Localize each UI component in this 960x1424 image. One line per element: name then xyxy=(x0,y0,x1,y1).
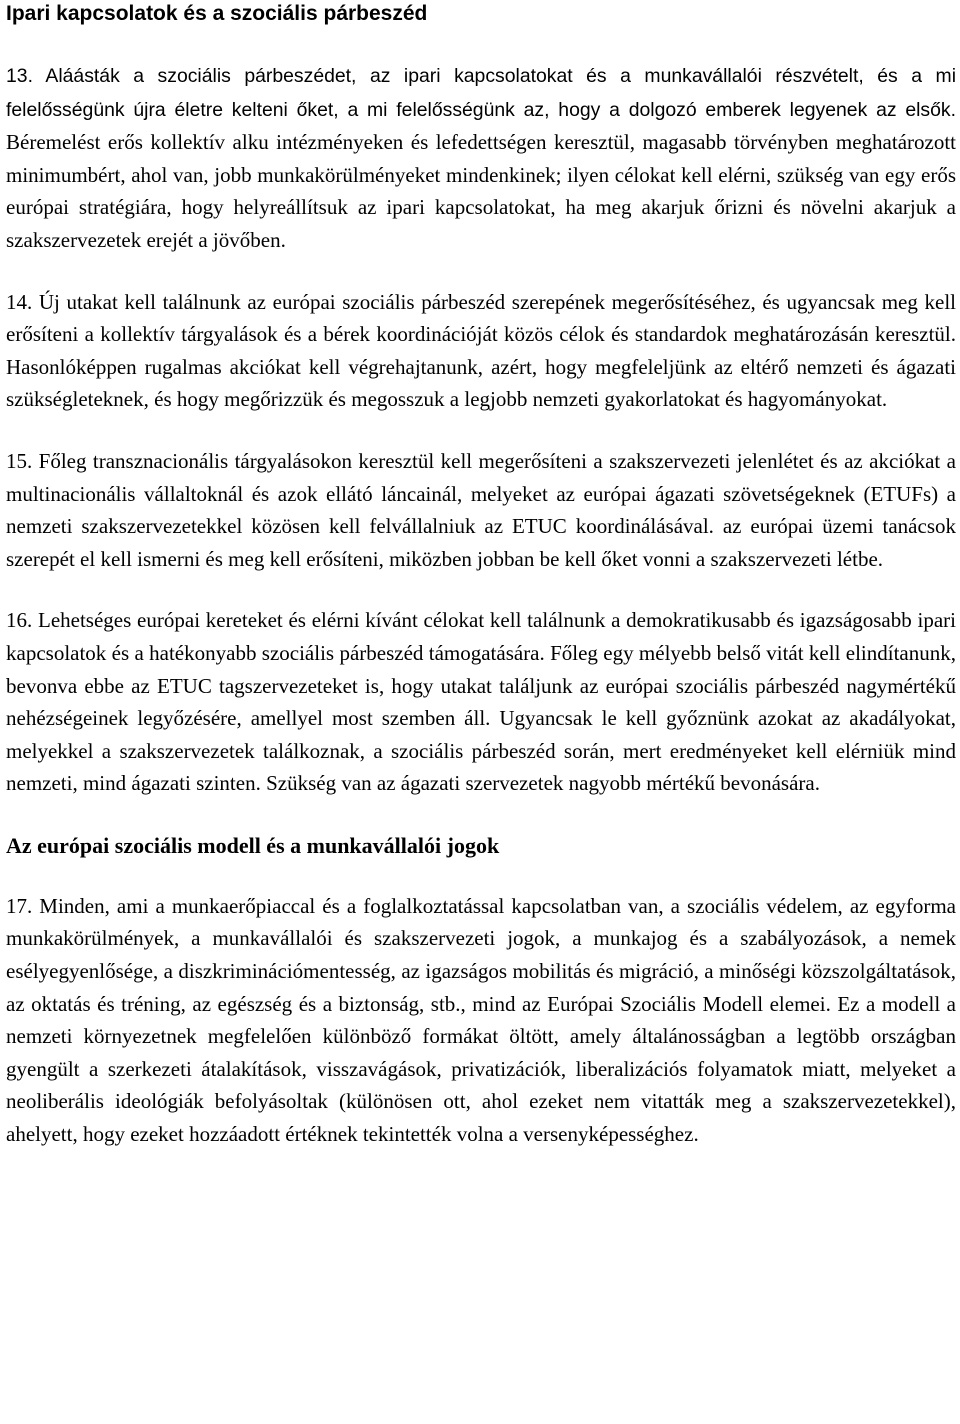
document-page xyxy=(6,0,956,1151)
paragraph-13-part2: Béremelést erős kollektív alku intézményeken és lefedettségen keresztül, magasabb törvényben meghatározott minimumbért, ahol van, jobb munkakörülményeket mindenkinek; ilyen célokat kell elérni, szükség van egy erős európai stratégiára, hogy helyreállítsuk az ipari kapcsolatokat, ha meg akarjuk őrizni és növelni akarjuk a szakszervezetek erejét a jövőben. xyxy=(6,130,956,252)
paragraph-13 xyxy=(6,59,956,257)
section-heading-industrial-relations: Ipari kapcsolatok és a szociális párbeszéd xyxy=(6,2,428,25)
paragraph-14: 14. Új utakat kell találnunk az európai szociális párbeszéd szerepének megerősítéséhez, és ugyancsak meg kell erősíteni a kollektív tárgyalások és a bérek koordinációját közös célok és standardok meghatározásán keresztül. Hasonlóképpen rugalmas akciókat kell végrehajtanunk, azért, hogy megfeleljünk az eltérő nemzeti és ágazati szükségleteknek, és hogy megőrizzük és megosszuk a legjobb nemzeti gyakorlatokat és hagyományokat. xyxy=(6,289,956,412)
paragraph-15: 15. Főleg transznacionális tárgyalásokon keresztül kell megerősíteni a szakszervezeti jelenlétet és az akciókat a multinacionális vállaltoknál és azok ellátó láncainál, melyeket az európai ágazati szövetségeknek (ETUFs) a nemzeti szakszervezetekkel közösen kell felvállalniuk az ETUC koordinálásával. az európai üzemi tanácsok szerepét el kell ismerni és meg kell erősíteni, miközben jobban be kell őket vonni a szakszervezeti létbe. xyxy=(6,448,956,571)
section-heading-social-model: Az európai szociális modell és a munkavállalói jogok xyxy=(6,832,500,858)
paragraph-17: 17. Minden, ami a munkaerőpiaccal és a foglalkoztatással kapcsolatban van, a szociális védelem, az egyforma munkakörülmények, a munkavállalói és szakszervezeti jogok, a munkajog és a szabályozások, a nemek esélyegyenlősége, a diszkriminációmentesség, az igazságos mobilitás és migráció, a minőségi közszolgáltatások, az oktatás és tréning, az egészség és a biztonság, stb., mind az Európai Szociális Modell elemei. Ez a modell a nemzeti környezetnek megfelelően különböző formákat öltött, amely általánosságban a legtöbb országban gyengült a szerkezeti átalakítások, visszavágások, privatizációk, liberalizációs folyamatok miatt, melyeket a neoliberális ideológiák befolyásoltak (különösen ott, ahol ezeket nem vitatták meg a szakszervezetekkel), ahelyett, hogy ezeket hozzáadott értéknek tekintették volna a versenyképességhez. xyxy=(6,893,956,1147)
paragraph-16: 16. Lehetséges európai kereteket és elérni kívánt célokat kell találnunk a demokratikusabb és igazságosabb ipari kapcsolatok és a hatékonyabb szociális párbeszéd támogatására. Főleg egy mélyebb belső vitát kell elindítanunk, bevonva ebbe az ETUC tagszervezeteket is, hogy utakat találjunk az európai szociális párbeszéd nagymértékű nehézségeinek legyőzésére, amellyel most szemben áll. Ugyancsak le kell győznünk azokat az akadályokat, melyekkel a szakszervezetek találkoznak, a szociális párbeszéd során, mert eredményeket kell elérniük mind nemzeti, mind ágazati szinten. Szükség van az ágazati szervezetek nagyobb mértékű bevonására. xyxy=(6,608,956,796)
paragraph-13-part1: 13. Aláásták a szociális párbeszédet, az ipari kapcsolatokat és a munkavállalói részvételt, és a mi felelősségünk újra életre kelteni őket, a mi felelősségünk az, hogy a dolgozó emberek legyenek az elsők. xyxy=(6,65,956,121)
